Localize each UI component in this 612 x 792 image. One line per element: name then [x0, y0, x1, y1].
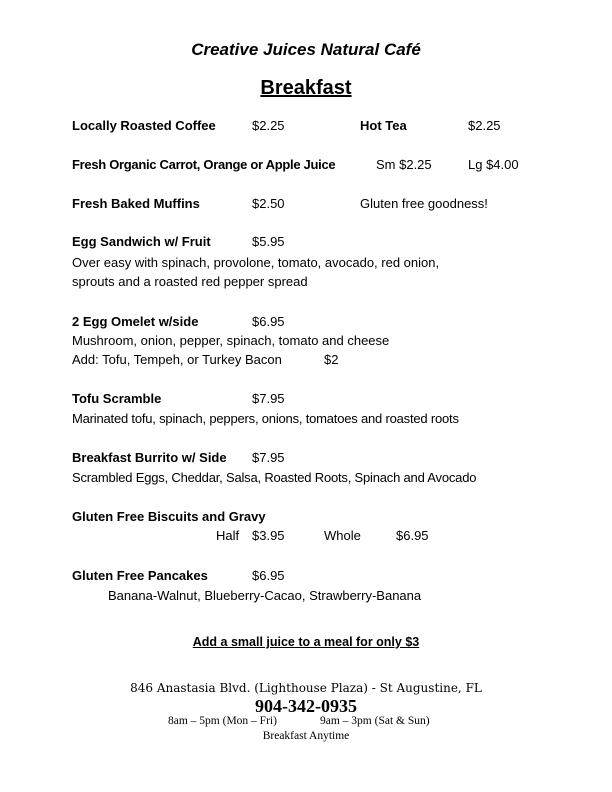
item-price: $2.50: [252, 196, 285, 211]
hours-weekend: 9am – 3pm (Sat & Sun): [320, 715, 430, 727]
item-price-small: Sm $2.25: [376, 157, 432, 172]
footer-note: Breakfast Anytime: [262, 730, 350, 742]
item-price: $7.95: [252, 450, 285, 465]
item-name: Fresh Organic Carrot, Orange or Apple Juice: [72, 157, 336, 172]
whole-label: Whole: [324, 528, 361, 543]
item-name: 2 Egg Omelet w/side: [72, 314, 199, 329]
section-title: Breakfast: [260, 77, 352, 99]
item-note: Gluten free goodness!: [360, 196, 488, 211]
phone: 904-342-0935: [255, 696, 357, 716]
item-description: sprouts and a roasted red pepper spread: [72, 274, 308, 289]
item-name: Egg Sandwich w/ Fruit: [72, 234, 211, 249]
item-price: $2.25: [252, 118, 285, 133]
item-name: Tofu Scramble: [72, 391, 162, 406]
half-price: $3.95: [252, 528, 285, 543]
whole-price: $6.95: [396, 528, 429, 543]
hours-weekday: 8am – 5pm (Mon – Fri): [168, 715, 277, 727]
cafe-name: Creative Juices Natural Café: [191, 40, 421, 59]
item-description: Banana-Walnut, Blueberry-Cacao, Strawberry-Banana: [108, 588, 422, 603]
item-price: $5.95: [252, 234, 285, 249]
address: 846 Anastasia Blvd. (Lighthouse Plaza) - St Augustine, FL: [130, 681, 482, 695]
item-price: $6.95: [252, 314, 285, 329]
item-addon: Add: Tofu, Tempeh, or Turkey Bacon: [72, 352, 282, 367]
item-addon-price: $2: [324, 352, 339, 367]
item-description: Scrambled Eggs, Cheddar, Salsa, Roasted Roots, Spinach and Avocado: [72, 470, 477, 485]
item-name: Fresh Baked Muffins: [72, 196, 200, 211]
item-description: Marinated tofu, spinach, peppers, onions, tomatoes and roasted roots: [72, 411, 459, 426]
item-name: Locally Roasted Coffee: [72, 118, 216, 133]
item-price: $2.25: [468, 118, 501, 133]
item-name: Hot Tea: [360, 118, 407, 133]
item-name: Gluten Free Biscuits and Gravy: [72, 509, 266, 524]
item-description: Over easy with spinach, provolone, tomato, avocado, red onion,: [72, 255, 440, 270]
promo-text: Add a small juice to a meal for only $3: [192, 635, 420, 649]
item-price-large: Lg $4.00: [468, 157, 519, 172]
item-price: $6.95: [252, 568, 285, 583]
half-label: Half: [216, 528, 240, 543]
item-name: Breakfast Burrito w/ Side: [72, 450, 227, 465]
item-name: Gluten Free Pancakes: [72, 568, 208, 583]
item-description: Mushroom, onion, pepper, spinach, tomato and cheese: [72, 333, 390, 348]
item-price: $7.95: [252, 391, 285, 406]
